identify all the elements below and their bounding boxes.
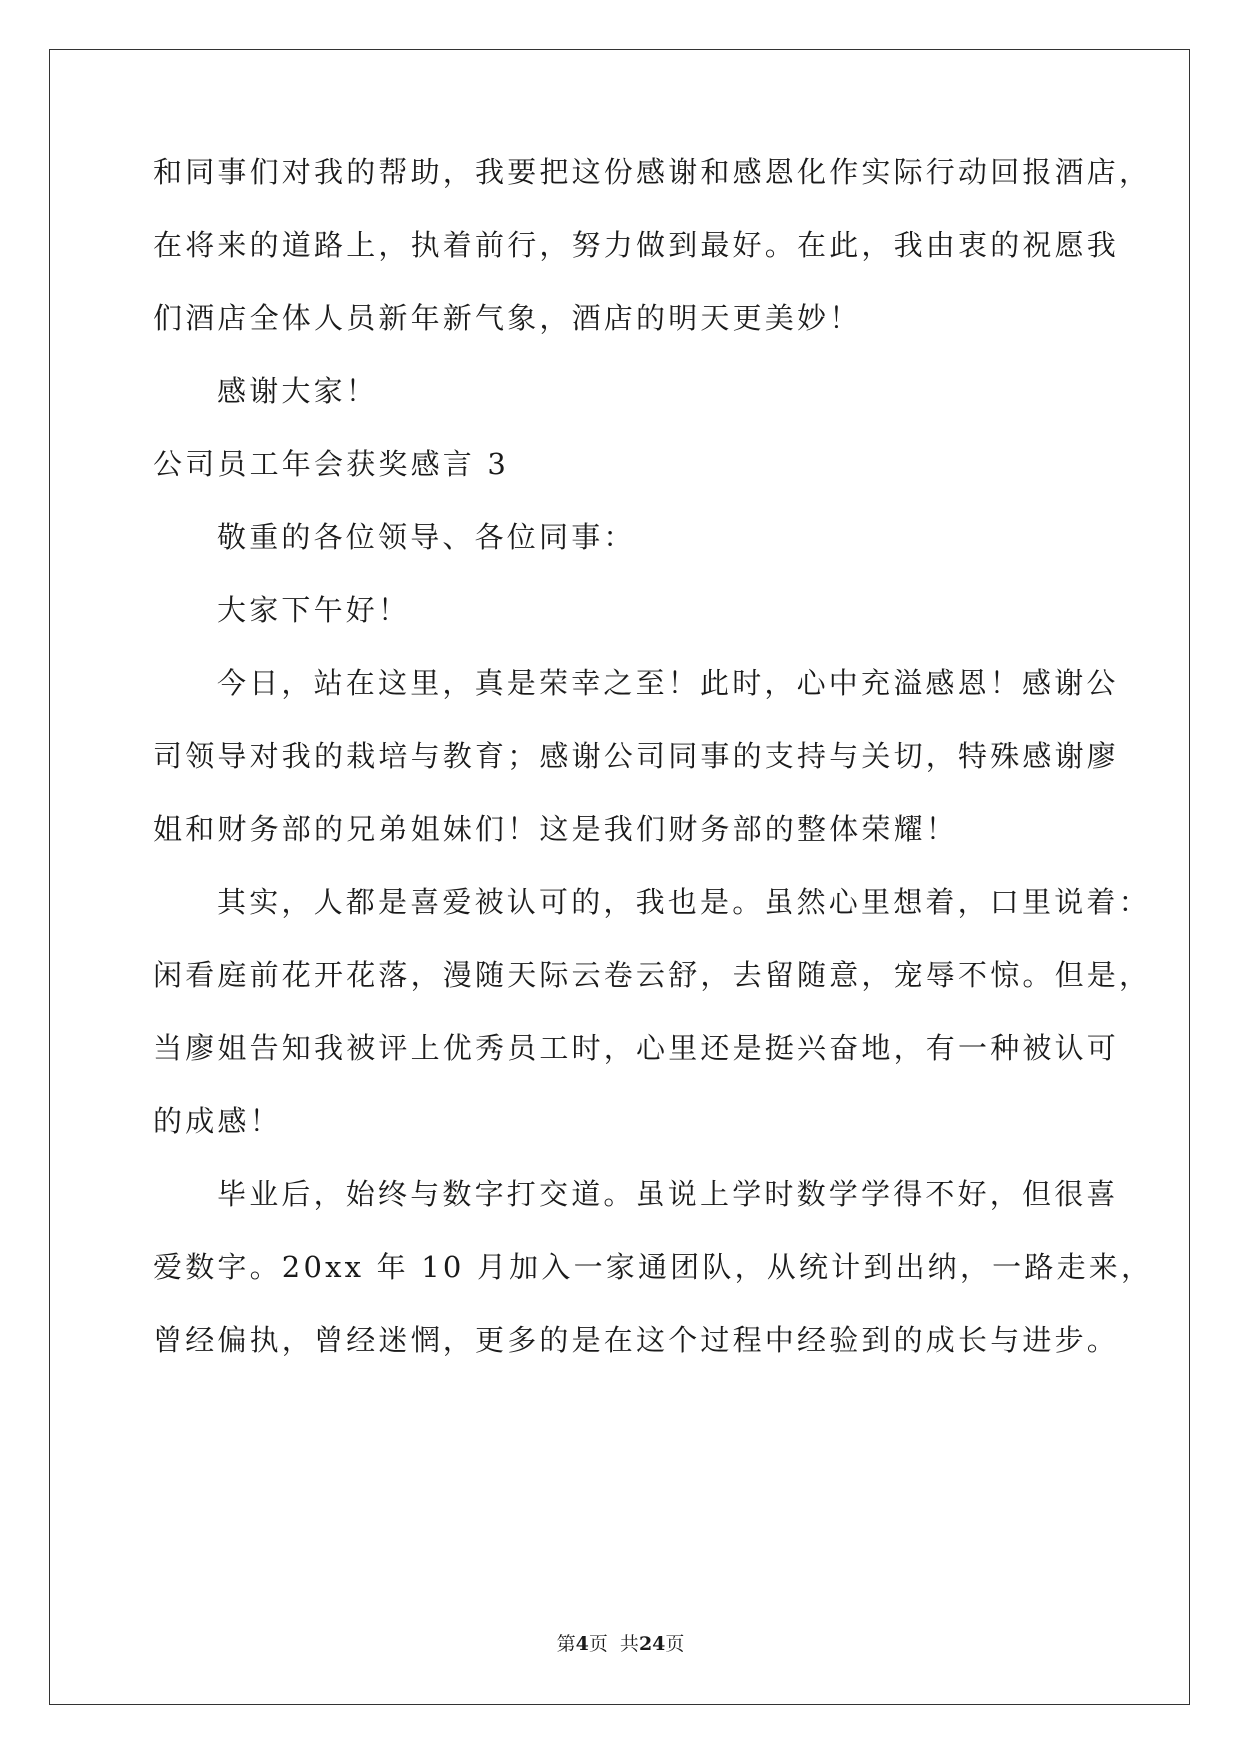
- current-page-number: 4: [575, 1633, 589, 1655]
- page-number-footer: [0, 1632, 1241, 1656]
- footer-suffix: 页: [665, 1633, 685, 1655]
- footer-prefix: 第: [556, 1633, 576, 1655]
- greeting: 大家下午好！: [217, 593, 411, 627]
- text-line: 闲看庭前花开花落，漫随天际云卷云舒，去留随意，宠辱不惊。但是，: [153, 958, 1152, 992]
- closing-line: 感谢大家！: [217, 374, 379, 408]
- text-line: 姐和财务部的兄弟姐妹们！这是我们财务部的整体荣耀！: [153, 812, 959, 846]
- text-line: 当廖姐告知我被评上优秀员工时，心里还是挺兴奋地，有一种被认可: [153, 1031, 1120, 1065]
- text-line: 今日，站在这里，真是荣幸之至！此时，心中充溢感恩！感谢公: [217, 666, 1119, 700]
- page-frame: [49, 49, 1190, 1705]
- text-line: 爱数字。20xx 年 10 月加入一家通团队，从统计到出纳，一路走来，: [153, 1250, 1154, 1284]
- text-line: 曾经偏执，曾经迷惘，更多的是在这个过程中经验到的成长与进步。: [153, 1323, 1120, 1357]
- text-line: 的成感！: [153, 1104, 282, 1138]
- text-line: 司领导对我的栽培与教育；感谢公司同事的支持与关切，特殊感谢廖: [153, 739, 1120, 773]
- total-pages-number: 24: [638, 1633, 666, 1655]
- salutation: 敬重的各位领导、各位同事：: [217, 520, 636, 554]
- text-line: 其实，人都是喜爱被认可的，我也是。虽然心里想着，口里说着：: [217, 885, 1151, 919]
- text-line: 在将来的道路上，执着前行，努力做到最好。在此，我由衷的祝愿我: [153, 228, 1120, 262]
- footer-middle: 页 共: [588, 1633, 639, 1655]
- section-heading: 公司员工年会获奖感言 3: [153, 447, 510, 481]
- text-line: 们酒店全体人员新年新气象，酒店的明天更美妙！: [153, 301, 862, 335]
- text-line: 和同事们对我的帮助，我要把这份感谢和感恩化作实际行动回报酒店，: [153, 155, 1152, 189]
- text-line: 毕业后，始终与数字打交道。虽说上学时数学学得不好，但很喜: [217, 1177, 1119, 1211]
